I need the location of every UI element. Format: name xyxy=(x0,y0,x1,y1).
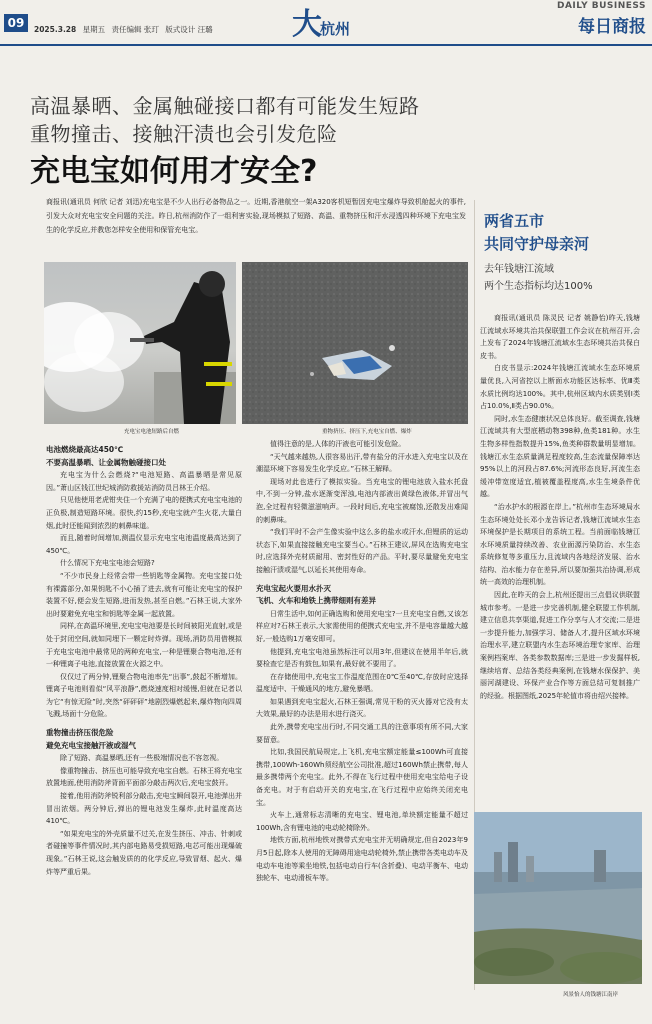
paragraph: “如果充电宝的外壳质量不过关,在发生挤压、冲击、针刺或者碰撞等事件情况时,其内部电路易受损短路,电芯可能出现爆破现象。”石林王说,这会触发质的的化学反应,导致冒烟、起火、爆炸等严重后果。 xyxy=(46,829,242,876)
photo-crushed-powerbank xyxy=(242,262,468,424)
header-rule xyxy=(0,44,652,46)
design-credit: 版式设计 汪璐 xyxy=(165,25,213,34)
article-column-2 xyxy=(256,438,468,885)
paragraph: 像重物撞击、挤压也可能导致充电宝自燃。石林王将充电宝放置地面,使用消防斧背面平面部分敲击两次后,充电宝鼓开。 xyxy=(46,766,242,788)
subheading: 电池燃烧最高达450℃ xyxy=(46,445,124,454)
paragraph: 地铁方面,杭州地铁对携带式充电宝并无明确规定,但自2023年9月5日起,除本人使用的无障碍用途电动轮椅外,禁止携带各类电动车及电动车电池等乘坐地铁,包括电动自行车(含折叠)、电动平衡车、电动独轮车、电动滑板车等。 xyxy=(256,836,468,883)
paragraph: 只见他使用老虎钳夹住一个充满了电的便携式充电宝电池的正负极,制造短路环境。很快,约15秒,充电宝就产生火花,大量白烟,此时还能闻到浓烈的刺鼻味道。 xyxy=(46,496,242,530)
subheading: 飞机、火车和地铁上携带细则有差异 xyxy=(256,596,376,606)
photo-qiantang-river xyxy=(474,812,642,984)
paragraph: 充电宝为什么会燃烧?“电池短路、高温暴晒是常见原因。”萧山区钱江世纪城消防救援站消防员吕林王介绍。 xyxy=(46,471,242,492)
issue-date: 2025.3.28 xyxy=(34,25,77,34)
paragraph: 日常生活中,如何正确选购和使用充电宝?一旦充电宝自燃,又该怎样应对?石林王表示,大家需使用的便携式充电宝,并不是电容量越大越好,一般选购1万毫安即可。 xyxy=(256,609,468,643)
photo3-caption: 风景怡人的钱塘江南岸 xyxy=(563,992,619,998)
paragraph: 而且,随着时间增加,测温仪显示充电宝电池温度最高达到了450℃。 xyxy=(46,534,242,555)
side-article-body xyxy=(480,312,640,702)
paragraph: 在存储使用中,充电宝工作温度范围在0℃至40℃,存放时应选择温度适中、干燥通风的地方,避免暴晒。 xyxy=(256,672,468,694)
paragraph: “天气越来越热,人很容易出汗,带有盐分的汗水进入充电宝以及在潮湿环境下容易发生化学反应。”石林王解释。 xyxy=(256,452,468,474)
issue-info xyxy=(34,24,217,35)
paragraph: “我们平时不会产生像实验中这么多的盐水或汗水,但锂质的运动状态下,如果直接接触充电宝要当心。”石林王建议,屏风在选购充电宝时,应选择外壳材质耐用、密封性好的产品。平时,要尽量避免充电宝接触汗渍或湿气,以延长其使用寿命。 xyxy=(256,528,468,574)
paragraph: “不少市民身上经常会带一些钥匙等金属物。充电宝接口处有裸露部分,如果钥匙不小心插了进去,就有可能让充电宝的保护装置不好,便会发生短路,进而发热,甚至自燃。”石林王说,大家外出时要避免充电宝和钥匙等金属一起放置。 xyxy=(46,571,242,618)
paragraph: 他提到,充电宝电池虽然标注可以用3年,但建议在使用半年后,就要检查它是否有鼓包,如果有,最好就不要用了。 xyxy=(256,647,468,669)
side-article-subtitle-1: 去年钱塘江流域 xyxy=(484,264,554,275)
paragraph: 因此,在昨天的会上,杭州还提出三点倡议供联盟城市参考。一是进一步完善机制,健全联盟工作机制,建立信息共享渠道,促进工作分享与人才交流;二是进一步提升能力,加强学习、储备人才,提升区域水环境治理水平,建立联盟内水生态环境治理专家库、治理案例档案库、各类参数数据库;三是进一步发掘样板,继续培育、总结各类经典案例,在钱塘水保保护、美丽河湖建设、环保产业合作等方面总结可复制推广的经验。根据图纸,2025年轮值市将由绍兴接棒。 xyxy=(480,591,640,700)
paragraph: 如果遇到充电宝起火,石林王强调,常见干粉的灭火器对它没有太大效果,最好的办法是用水进行浇灭。 xyxy=(256,697,468,719)
photo1-caption: 充电宝电池短路后自燃 xyxy=(124,429,180,435)
section-city-name: 杭州 xyxy=(320,20,351,38)
article-subtitle-1: 高温暴晒、金属触碰接口都有可能发生短路 xyxy=(30,94,420,118)
paragraph: 接着,他用消防斧锐利部分敲击,充电宝瞬间裂开,电池弹出并冒出浓烟。两分钟后,弹出的锂电池发生爆炸,此时温度高达410℃。 xyxy=(46,792,242,826)
firefighter-figure xyxy=(44,262,236,424)
paragraph: 火车上,通常标志清晰的充电宝、锂电池,单块额定能量不超过100Wh,含有锂电池的电动轮椅除外。 xyxy=(256,811,468,832)
brand-chinese: 每日商报 xyxy=(578,17,646,37)
paragraph: 同时,水生态健康状况总体良好。截至调查,钱塘江流域共有大型底栖动物398种,鱼类181种。水生生物多样性指数提升15%,鱼类种群数量明显增加。钱塘江水生态质量满足程度较高,生态流量保障率达95%以上的河段占87.6%;河流形态良好,河流生态缓冲带宽度适宜,植被覆盖程度高,水生生境条件优越。 xyxy=(480,414,640,499)
photo2-caption: 重物挤压、挤压下,充电宝自燃、爆炸 xyxy=(322,429,412,435)
paragraph: 除了短路、高温暴晒,还有一些极端情况也不容忽视。 xyxy=(60,754,224,763)
article-title: 充电宝如何用才安全? xyxy=(30,154,318,189)
paragraph: 白皮书显示:2024年钱塘江流域水生态环境质量优良,入河省控以上断面水功能区达标率、优Ⅲ类水质比例均达100%。其中,杭州区域内水质类别Ⅰ类占10.0%,Ⅱ类占90.0%。 xyxy=(480,364,640,411)
paragraph: 仅仅过了两分钟,锂聚合物电池率先“出事”,鼓起不断增加。锂离子电池则看似“风平浪静”,燃烧速度相对缓慢,但就在记者以为它“有惊无险”时,突然“砰砰砰”地剧烈爆燃起来,爆炸物向四周飞溅,场面十分危险。 xyxy=(46,672,242,719)
paragraph: 此外,携带充电宝出行时,不同交通工具的注意事项有所不同,大家要留意。 xyxy=(256,723,468,744)
paragraph: 比如,我国民航局规定,上飞机,充电宝额定能量≤100Wh可直接携带,100Wh-160Wh须经航空公司批准,超过160Wh禁止携带,每人最多携带两个充电宝。此外,不得在飞行过程中使用充电宝给电子设备充电。对于有启动开关的充电宝,在飞行过程中应始终关闭充电宝。 xyxy=(256,748,468,807)
issue-weekday: 星期五 xyxy=(82,25,106,34)
crushed-powerbank-scene xyxy=(242,262,468,424)
article-lead: 商报讯(通讯员 何欣 记者 刘迅)充电宝是不少人出行必备物品之一。近期,香港航空一架A320客机短暂因充电宝爆炸导致机舱起火的事件,引发大众对充电宝安全问题的关注。昨日,杭州消防作了一组利害实验,现场模拟了短路、高温、重物挤压和汗水浸透四种环境下充电宝发生的化学反应,并教您怎样安全使用和保管充电宝。 xyxy=(46,198,466,234)
page-number: 09 xyxy=(4,14,28,32)
river-bank-scene xyxy=(474,812,642,984)
paragraph: 什么情况下充电宝电池会短路? xyxy=(60,559,155,568)
article-column-1 xyxy=(46,438,242,878)
photo-short-circuit-smoke xyxy=(44,262,236,424)
article-subtitle-2: 重物撞击、接触汗渍也会引发危险 xyxy=(30,122,338,146)
editor-credit: 责任编辑 张玎 xyxy=(111,25,159,34)
paragraph: 值得注意的是,人体的汗液也可能引发危险。 xyxy=(270,440,406,448)
side-article-title-2: 共同守护母亲河 xyxy=(484,235,590,253)
subheading: 不要高温暴晒、让金属物触碰接口处 xyxy=(46,457,166,467)
subheading: 重物撞击挤压很危险 xyxy=(46,728,114,738)
side-article-subtitle-2: 两个生态指标均达100% xyxy=(484,281,593,292)
paragraph: 现场对此也进行了模拟实验。当充电宝的锂电池放入盐水托盘中,不到一分钟,盐水逐渐变浑浊,电池内部液出黄绿色液体,并冒出气泡,全过程有轻微滋滋响声。一段时间后,充电宝被腐蚀,还散发出难闻的刺鼻味。 xyxy=(256,477,468,524)
page-header xyxy=(0,0,652,46)
side-article-title-1: 两省五市 xyxy=(484,212,545,230)
city-logo: 大 xyxy=(292,7,322,42)
paragraph: 同样,在高温环境里,充电宝电池要是长时间被阳光直射,或是处于封闭空间,就如同埋下一颗定时炸弹。现场,消防员用借模拟于充电宝电池中最常见的两种充电宝,一种是锂聚合物电池,还有一种锂离子电池,直接放置在火源之中。 xyxy=(46,622,242,669)
subheading: 充电宝起火要用水扑灭 xyxy=(256,583,331,593)
paragraph: 商报讯(通讯员 陈灵民 记者 姚静怡)昨天,钱塘江流域水环境共治共保联盟工作会议在杭州召开,会上发布了2024年钱塘江流域水生态环境共治共保白皮书。 xyxy=(480,314,640,360)
subheading: 避免充电宝接触汗液或湿气 xyxy=(46,740,136,750)
paragraph: “治水护水的根源在岸上。”杭州市生态环境局水生态环境处处长邓小龙告诉记者,钱塘江流域水生态环境保护是长期项目的系统工程。当前面临钱塘江水环境质量持续改善、农业面源污染防治、水生态系统修复等多重压力,且流域内各地经济发展、治水结构、治水能力存在差异,所以要加强共治协调,形成统一高效的治理机制。 xyxy=(480,502,640,587)
brand-english: DAILY BUSINESS xyxy=(556,1,646,11)
